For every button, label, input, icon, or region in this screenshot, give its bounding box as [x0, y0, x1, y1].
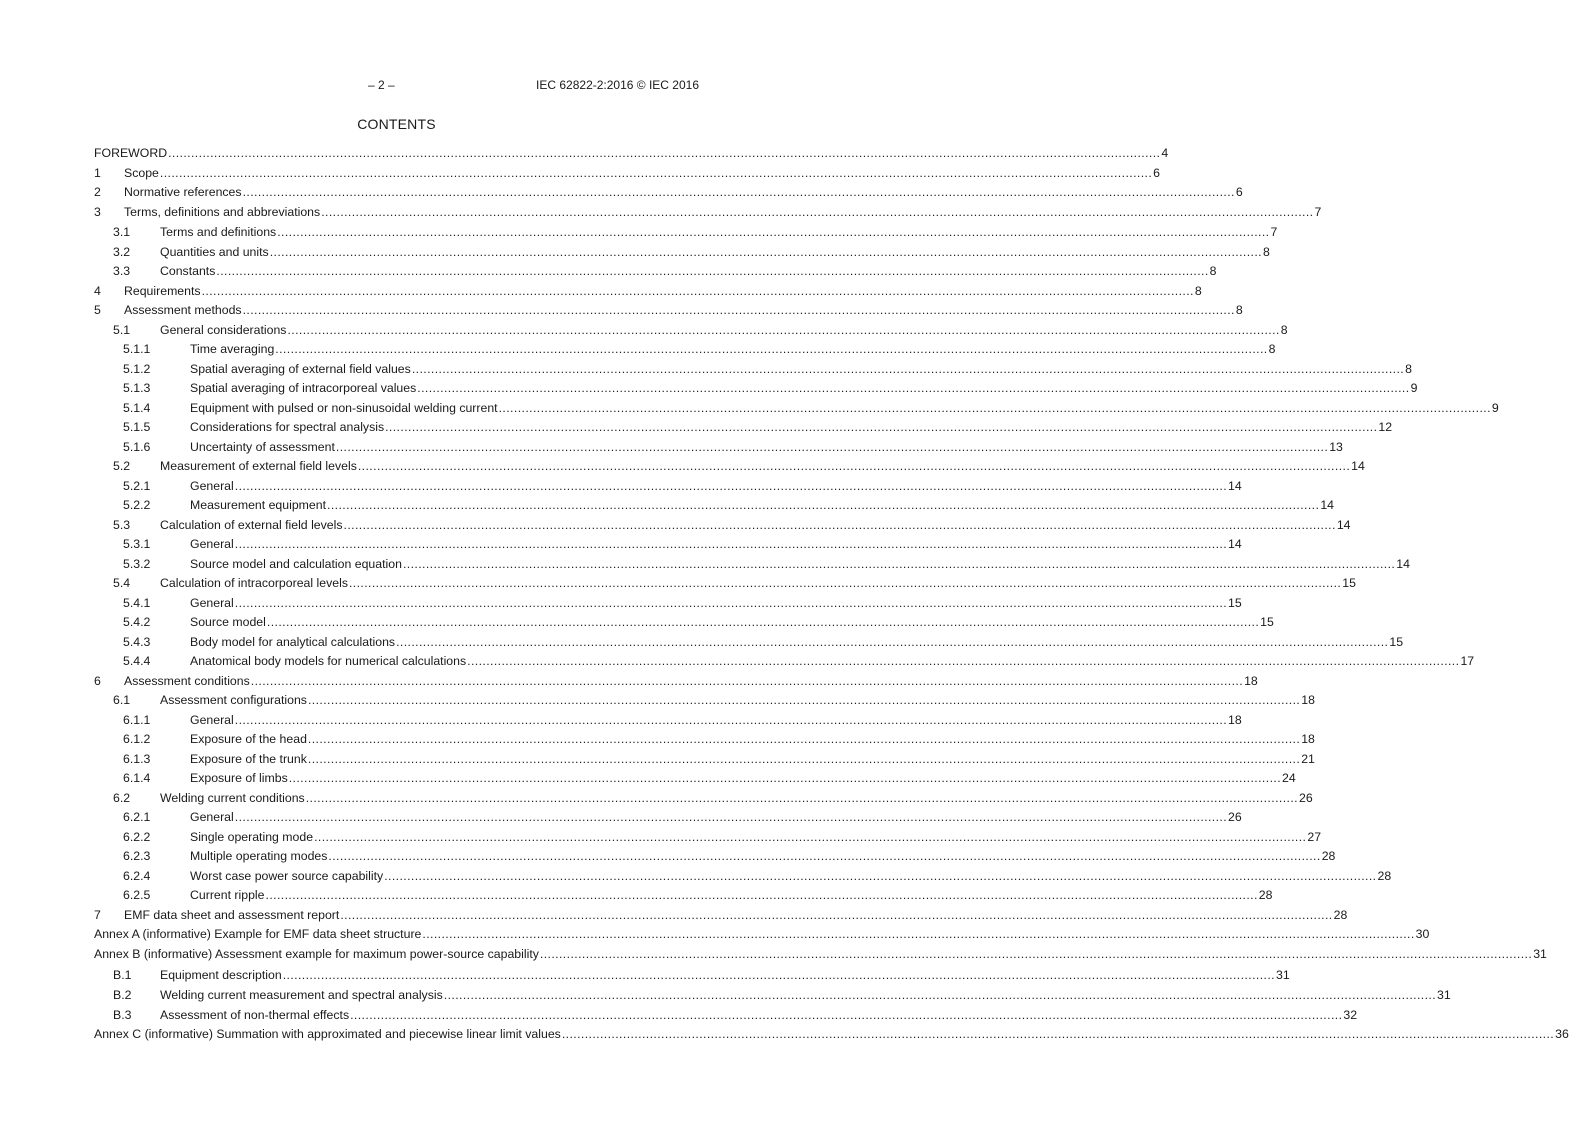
toc-entry-line — [160, 1007, 1358, 1024]
toc-entry-number: 5.1.3 — [123, 381, 151, 395]
toc-entry-number: 5.2.1 — [123, 478, 151, 493]
toc-entry-number: 5.4 — [113, 576, 131, 590]
dot-leader: .................................................................................................................................................................................................................................................................... — [275, 342, 1268, 356]
toc-entry-label: Assessment methods — [124, 303, 242, 317]
toc-entry-page: 24 — [1282, 771, 1296, 785]
toc-entry-number: 5.4.2 — [123, 615, 151, 629]
toc-entry-page: 15 — [1342, 576, 1356, 590]
toc-entry-line — [160, 790, 1313, 807]
toc-entry-line — [190, 536, 1242, 553]
toc-entry[interactable] — [94, 204, 1322, 221]
toc-entry-label: Calculation of intracorporeal levels — [160, 576, 348, 590]
dot-leader: .................................................................................................................................................................................................................................................................... — [234, 810, 1228, 824]
toc-entry-line — [190, 614, 1274, 631]
toc-entry-line — [190, 712, 1242, 729]
toc-entry-label: Body model for analytical calculations — [190, 634, 396, 649]
toc-entry-page: 15 — [1260, 615, 1274, 629]
toc-entry-page: 6 — [1235, 185, 1243, 199]
toc-entry[interactable] — [94, 400, 1499, 417]
toc-entry-page: 31 — [1275, 968, 1290, 982]
toc-entry-page: 8 — [1280, 322, 1288, 337]
toc-entry-label: Spatial averaging of intracorporeal values — [190, 381, 417, 395]
toc-entry-label: Normative references — [124, 185, 242, 199]
toc-entry-page: 32 — [1343, 1007, 1358, 1022]
toc-entry-label: Multiple operating modes — [190, 849, 328, 863]
toc-entry-page: 14 — [1336, 517, 1351, 532]
toc-entry-page: 17 — [1460, 654, 1475, 668]
toc-entry-page: 14 — [1228, 537, 1242, 551]
toc-entry-line — [160, 263, 1217, 280]
toc-entry[interactable] — [94, 536, 1242, 553]
toc-entry-label: Assessment of non-thermal effects — [160, 1007, 350, 1022]
toc-entry-number: 6.1.3 — [123, 751, 151, 766]
toc-entry-page: 14 — [1396, 556, 1410, 571]
toc-entry-line — [124, 673, 1258, 690]
toc-entry[interactable] — [94, 497, 1335, 514]
toc-entry[interactable] — [94, 946, 1547, 963]
toc-entry-page: 8 — [1194, 283, 1202, 298]
page-title: CONTENTS — [357, 116, 436, 132]
toc-entry-label: Worst case power source capability — [190, 868, 384, 883]
toc-entry-label: Calculation of external field levels — [160, 517, 343, 532]
toc-entry-line — [190, 848, 1336, 865]
toc-entry-page: 13 — [1329, 439, 1343, 454]
toc-entry[interactable] — [94, 419, 1393, 436]
dot-leader: .................................................................................................................................................................................................................................................................... — [265, 888, 1258, 902]
toc-entry[interactable] — [94, 712, 1242, 729]
dot-leader: .................................................................................................................................................................................................................................................................... — [159, 165, 1153, 180]
toc-entry[interactable] — [94, 1007, 1358, 1024]
toc-entry-page: 8 — [1209, 264, 1217, 278]
toc-entry-number: 6.1.2 — [123, 732, 151, 746]
toc-entry-line — [190, 380, 1418, 397]
toc-entry-number: 5.1.4 — [123, 400, 151, 415]
toc-entry-label: Terms, definitions and abbreviations — [124, 204, 321, 219]
dot-leader: .................................................................................................................................................................................................................................................................... — [201, 283, 1194, 298]
toc-entry-page: 6 — [1153, 165, 1161, 180]
toc-entry-label: Source model and calculation equation — [190, 556, 402, 571]
toc-entry-line — [160, 517, 1351, 534]
toc-entry-label: Exposure of the trunk — [190, 751, 307, 766]
page-number: – 2 – — [368, 78, 395, 92]
toc-entry-line — [190, 439, 1343, 456]
dot-leader: .................................................................................................................................................................................................................................................................... — [340, 907, 1333, 922]
toc-entry-label: Welding current measurement and spectral analysis — [160, 988, 443, 1002]
toc-entry-page: 14 — [1228, 478, 1242, 493]
toc-entry-line — [124, 283, 1202, 300]
toc-entry-page: 8 — [1405, 361, 1412, 376]
toc-entry[interactable] — [94, 341, 1276, 358]
toc-entry-label: General — [190, 537, 234, 551]
toc-entry-number: 5.4.4 — [123, 654, 151, 668]
toc-entry-label: Annex A (informative) Example for EMF data sheet structure — [94, 927, 422, 941]
toc-entry-number: 5.1 — [113, 322, 131, 337]
toc-entry[interactable] — [94, 263, 1217, 280]
toc-entry[interactable] — [94, 478, 1242, 495]
toc-entry-number: 1 — [94, 165, 101, 180]
dot-leader: .................................................................................................................................................................................................................................................................... — [467, 654, 1460, 668]
dot-leader: .................................................................................................................................................................................................................................................................... — [561, 1027, 1555, 1041]
toc-entry[interactable] — [94, 165, 1161, 182]
page-header — [0, 78, 793, 94]
toc-entry[interactable] — [94, 380, 1418, 397]
toc-entry-page: 7 — [1270, 225, 1278, 239]
dot-leader: .................................................................................................................................................................................................................................................................... — [422, 927, 1415, 941]
toc-entry[interactable] — [94, 458, 1365, 475]
dot-leader: .................................................................................................................................................................................................................................................................... — [417, 381, 1410, 395]
toc-entry-line — [124, 302, 1243, 319]
toc-entry-line — [94, 145, 1169, 162]
document-reference: IEC 62822-2:2016 © IEC 2016 — [536, 78, 699, 92]
toc-entry-page: 26 — [1228, 810, 1242, 824]
dot-leader: .................................................................................................................................................................................................................................................................... — [314, 829, 1307, 844]
toc-entry-label: Welding current conditions — [160, 790, 305, 805]
toc-entry-page: 8 — [1263, 244, 1270, 259]
toc-entry-label: Equipment with pulsed or non-sinusoidal welding current — [190, 400, 498, 415]
toc-entry-line — [160, 322, 1288, 339]
dot-leader: .................................................................................................................................................................................................................................................................... — [250, 673, 1244, 688]
toc-entry-label: Time averaging — [190, 342, 275, 356]
toc-entry-number: 6.2.1 — [123, 810, 151, 824]
toc-entry-number: 6.1 — [113, 693, 131, 707]
toc-entry-label: Single operating mode — [190, 829, 314, 844]
toc-entry-line — [190, 653, 1475, 670]
toc-entry-page: 9 — [1410, 381, 1418, 395]
dot-leader: .................................................................................................................................................................................................................................................................... — [242, 185, 1235, 199]
toc-entry-line — [190, 829, 1322, 846]
toc-entry-page: 36 — [1555, 1027, 1569, 1041]
toc-entry-page: 8 — [1235, 303, 1243, 317]
toc-entry[interactable] — [94, 692, 1315, 709]
toc-entry-line — [190, 868, 1392, 885]
toc-entry-label: General — [190, 810, 234, 824]
toc-entry-label: Anatomical body models for numerical calculations — [190, 654, 467, 668]
toc-entry-page: 7 — [1314, 204, 1322, 219]
toc-entry-number: 6.2.5 — [123, 888, 151, 902]
toc-entry-line — [190, 887, 1273, 904]
toc-entry-page: 15 — [1228, 595, 1242, 610]
toc-entry-number: 5.2.2 — [123, 498, 151, 512]
toc-entry-label: Source model — [190, 615, 266, 629]
toc-entry-number: 5.3.2 — [123, 556, 151, 571]
toc-entry-number: 5.3 — [113, 517, 131, 532]
dot-leader: .................................................................................................................................................................................................................................................................... — [234, 478, 1228, 493]
toc-entry-number: 5.1.5 — [123, 420, 151, 434]
dot-leader: .................................................................................................................................................................................................................................................................... — [288, 771, 1282, 785]
dot-leader: .................................................................................................................................................................................................................................................................... — [328, 849, 1321, 863]
toc-entry-label: Annex B (informative) Assessment example for maximum power-source capability — [94, 946, 539, 961]
toc-entry[interactable] — [94, 556, 1410, 573]
toc-entry-number: 6.2.3 — [123, 849, 151, 863]
toc-entry[interactable] — [94, 809, 1242, 826]
toc-entry-page: 21 — [1301, 751, 1315, 766]
dot-leader: .................................................................................................................................................................................................................................................................... — [321, 204, 1314, 219]
dot-leader: .................................................................................................................................................................................................................................................................... — [234, 537, 1228, 551]
toc-entry-number: B.2 — [113, 988, 132, 1002]
dot-leader: .................................................................................................................................................................................................................................................................... — [242, 303, 1235, 317]
dot-leader: .................................................................................................................................................................................................................................................................... — [282, 968, 1275, 982]
toc-entry-number: 5.1.6 — [123, 439, 151, 454]
toc-entry-page: 14 — [1351, 459, 1365, 473]
toc-entry-page: 28 — [1333, 907, 1348, 922]
dot-leader: .................................................................................................................................................................................................................................................................... — [343, 517, 1336, 532]
toc-entry[interactable] — [94, 224, 1278, 241]
toc-entry-label: General — [190, 712, 234, 727]
toc-entry-line — [190, 595, 1242, 612]
toc-entry[interactable] — [94, 614, 1274, 631]
toc-entry[interactable] — [94, 595, 1242, 612]
dot-leader: .................................................................................................................................................................................................................................................................... — [287, 322, 1280, 337]
dot-leader: .................................................................................................................................................................................................................................................................... — [307, 732, 1301, 746]
toc-entry-label: Exposure of the head — [190, 732, 307, 746]
toc-entry-number: B.1 — [113, 968, 132, 982]
toc-entry-number: B.3 — [113, 1007, 132, 1022]
toc-entry-page: 28 — [1377, 868, 1392, 883]
toc-entry-label: General considerations — [160, 322, 287, 337]
dot-leader: .................................................................................................................................................................................................................................................................... — [350, 1007, 1343, 1022]
toc-entry[interactable] — [94, 283, 1202, 300]
toc-entry-label: Terms and definitions — [160, 225, 277, 239]
toc-entry-label: Constants — [160, 264, 216, 278]
dot-leader: .................................................................................................................................................................................................................................................................... — [335, 439, 1329, 454]
dot-leader: .................................................................................................................................................................................................................................................................... — [216, 264, 1209, 278]
toc-entry[interactable] — [94, 887, 1273, 904]
toc-entry-line — [190, 341, 1276, 358]
toc-entry-line — [190, 634, 1404, 651]
toc-entry-page: 28 — [1258, 888, 1273, 902]
dot-leader: .................................................................................................................................................................................................................................................................... — [307, 751, 1301, 766]
toc-entry[interactable] — [94, 673, 1258, 690]
toc-entry-number: 5.2 — [113, 459, 131, 473]
toc-entry[interactable] — [94, 751, 1315, 768]
toc-entry-page: 18 — [1228, 712, 1242, 727]
toc-entry-page: 18 — [1301, 693, 1315, 707]
dot-leader: .................................................................................................................................................................................................................................................................... — [234, 595, 1228, 610]
dot-leader: .................................................................................................................................................................................................................................................................... — [307, 693, 1301, 707]
toc-entry-line — [190, 809, 1242, 826]
toc-entry-label: Quantities and units — [160, 244, 269, 259]
dot-leader: .................................................................................................................................................................................................................................................................... — [348, 576, 1342, 590]
toc-entry-line — [94, 926, 1430, 943]
toc-entry-page: 31 — [1533, 946, 1547, 961]
toc-entry-label: Uncertainty of assessment — [190, 439, 335, 454]
dot-leader: .................................................................................................................................................................................................................................................................... — [327, 498, 1320, 512]
toc-entry-line — [160, 692, 1315, 709]
toc-entry-label: Exposure of limbs — [190, 771, 288, 785]
toc-entry-line — [190, 419, 1393, 436]
toc-entry[interactable] — [94, 731, 1315, 748]
toc-entry-number: 7 — [94, 907, 101, 922]
toc-entry[interactable] — [94, 244, 1270, 261]
toc-entry-number: 5.1.1 — [123, 342, 151, 356]
toc-entry-line — [190, 770, 1296, 787]
toc-entry-page: 28 — [1321, 849, 1336, 863]
toc-entry[interactable] — [94, 653, 1475, 670]
toc-entry-page: 15 — [1389, 634, 1404, 649]
toc-entry-label: General — [190, 595, 234, 610]
toc-entry-number: 4 — [94, 283, 101, 298]
toc-entry-line — [160, 244, 1270, 261]
toc-entry-number: 2 — [94, 185, 101, 199]
toc-entry[interactable] — [94, 439, 1343, 456]
toc-entry[interactable] — [94, 575, 1356, 592]
toc-entry-label: Measurement equipment — [190, 498, 327, 512]
dot-leader: .................................................................................................................................................................................................................................................................... — [402, 556, 1396, 571]
toc-entry-label: EMF data sheet and assessment report — [124, 907, 340, 922]
toc-entry-page: 12 — [1378, 420, 1393, 434]
toc-entry-line — [190, 361, 1412, 378]
toc-entry-line — [94, 946, 1547, 963]
dot-leader: .................................................................................................................................................................................................................................................................... — [411, 361, 1405, 376]
toc-entry-label: Assessment configurations — [160, 693, 307, 707]
toc-entry-page: 8 — [1268, 342, 1276, 356]
toc-entry-number: 5.4.1 — [123, 595, 151, 610]
toc-entry-page: 18 — [1244, 673, 1258, 688]
dot-leader: .................................................................................................................................................................................................................................................................... — [396, 634, 1389, 649]
toc-entry-label: Assessment conditions — [124, 673, 250, 688]
dot-leader: .................................................................................................................................................................................................................................................................... — [305, 790, 1298, 805]
toc-entry-line — [160, 575, 1356, 592]
toc-entry-number: 6.1.1 — [123, 712, 151, 727]
dot-leader: .................................................................................................................................................................................................................................................................... — [443, 988, 1437, 1002]
toc-entry-line — [160, 458, 1365, 475]
toc-entry-line — [190, 497, 1335, 514]
toc-entry-number: 3 — [94, 204, 101, 219]
toc-entry[interactable] — [94, 868, 1392, 885]
toc-entry-line — [124, 907, 1348, 924]
toc-entry-label: Requirements — [124, 283, 201, 298]
toc-entry-page: 27 — [1307, 829, 1322, 844]
toc-entry-line — [124, 165, 1161, 182]
toc-entry-page: 18 — [1301, 732, 1315, 746]
dot-leader: .................................................................................................................................................................................................................................................................... — [498, 400, 1491, 415]
toc-entry-number: 5.3.1 — [123, 537, 151, 551]
dot-leader: .................................................................................................................................................................................................................................................................... — [168, 146, 1161, 160]
toc-entry[interactable] — [94, 634, 1404, 651]
toc-entry-line — [124, 184, 1243, 201]
toc-entry-label: Scope — [124, 165, 159, 180]
dot-leader: .................................................................................................................................................................................................................................................................... — [384, 868, 1377, 883]
toc-entry[interactable] — [94, 907, 1348, 924]
toc-entry-line — [160, 224, 1278, 241]
toc-entry[interactable] — [94, 184, 1243, 201]
toc-entry-number: 3.1 — [113, 225, 131, 239]
toc-entry-line — [190, 751, 1315, 768]
dot-leader: .................................................................................................................................................................................................................................................................... — [277, 225, 1270, 239]
dot-leader: .................................................................................................................................................................................................................................................................... — [539, 946, 1533, 961]
toc-entry-label: Considerations for spectral analysis — [190, 420, 385, 434]
toc-entry[interactable] — [94, 829, 1322, 846]
toc-entry-line — [94, 1026, 1569, 1043]
toc-entry-number: 3.3 — [113, 264, 131, 278]
dot-leader: .................................................................................................................................................................................................................................................................... — [269, 244, 1262, 259]
toc-entry[interactable] — [94, 322, 1288, 339]
toc-entry-page: 30 — [1415, 927, 1430, 941]
toc-entry[interactable] — [94, 967, 1290, 984]
toc-entry-line — [190, 400, 1499, 417]
toc-entry[interactable] — [94, 770, 1296, 787]
toc-entry-line — [160, 967, 1290, 984]
toc-entry-label: Annex C (informative) Summation with approximated and piecewise linear limit values — [94, 1027, 561, 1041]
toc-entry-number: 5.1.2 — [123, 361, 151, 376]
toc-entry[interactable] — [94, 926, 1430, 943]
toc-entry-number: 6.2.2 — [123, 829, 151, 844]
toc-entry[interactable] — [94, 517, 1351, 534]
toc-entry-line — [160, 987, 1451, 1004]
toc-entry-number: 5.4.3 — [123, 634, 151, 649]
toc-entry-number: 6 — [94, 673, 101, 688]
dot-leader: .................................................................................................................................................................................................................................................................... — [266, 615, 1260, 629]
toc-entry-number: 6.2.4 — [123, 868, 151, 883]
toc-entry-line — [190, 556, 1410, 573]
toc-entry-number: 5 — [94, 303, 101, 317]
toc-entry-label: Measurement of external field levels — [160, 459, 357, 473]
toc-entry-label: Equipment description — [160, 968, 282, 982]
toc-entry-line — [190, 731, 1315, 748]
dot-leader: .................................................................................................................................................................................................................................................................... — [234, 712, 1228, 727]
dot-leader: .................................................................................................................................................................................................................................................................... — [357, 459, 1351, 473]
toc-entry-number: 6.1.4 — [123, 771, 151, 785]
toc-entry-label: Spatial averaging of external field values — [190, 361, 411, 376]
toc-entry-page: 31 — [1437, 988, 1451, 1002]
toc-entry-number: 3.2 — [113, 244, 131, 259]
toc-entry[interactable] — [94, 848, 1336, 865]
toc-entry-page: 9 — [1491, 400, 1499, 415]
toc-entry[interactable] — [94, 790, 1313, 807]
dot-leader: .................................................................................................................................................................................................................................................................... — [385, 420, 1378, 434]
toc-entry-number: 6.2 — [113, 790, 131, 805]
toc-entry[interactable] — [94, 987, 1451, 1004]
toc-entry[interactable] — [94, 361, 1412, 378]
toc-entry-line — [190, 478, 1242, 495]
toc-entry[interactable] — [94, 145, 1169, 162]
toc-entry[interactable] — [94, 1026, 1569, 1043]
toc-entry-label: Current ripple — [190, 888, 265, 902]
toc-entry-page: 14 — [1320, 498, 1335, 512]
toc-entry-line — [124, 204, 1322, 221]
toc-entry-page: 4 — [1161, 146, 1169, 160]
toc-entry[interactable] — [94, 302, 1243, 319]
toc-entry-label: FOREWORD — [94, 146, 168, 160]
toc-entry-page: 26 — [1298, 790, 1313, 805]
toc-entry-label: General — [190, 478, 234, 493]
